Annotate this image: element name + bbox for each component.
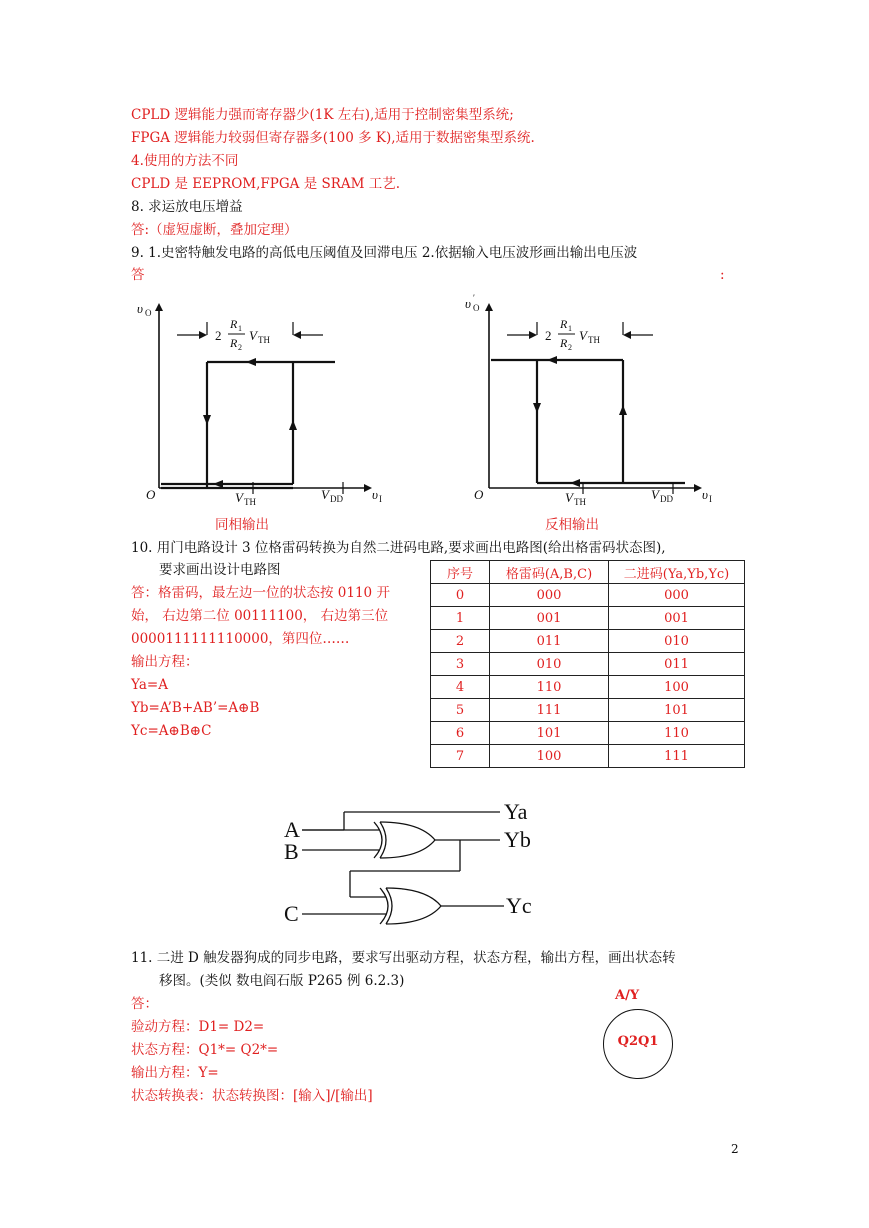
- cell-gray: 011: [490, 630, 609, 653]
- output-ya-label: Ya: [504, 799, 528, 824]
- left-y-axis-label: υ: [137, 301, 143, 316]
- drive-equation: 验动方程：D1= D2=: [131, 1019, 265, 1035]
- equation-yb: Yb=A’B+AB’=A⊕B: [131, 700, 260, 716]
- left-width-vth: V: [249, 328, 257, 343]
- question-11-cont: 移图。(类似 数电阎石版 P265 例 6.2.3): [159, 973, 405, 989]
- header-index: 序号: [431, 561, 490, 584]
- left-x-axis-label: υ: [372, 487, 378, 502]
- right-width-vth-sub: TH: [588, 335, 600, 345]
- left-r1: R: [230, 317, 238, 331]
- left-origin-label: O: [146, 487, 156, 502]
- right-vdd-label: V: [651, 487, 659, 502]
- table-row: [431, 722, 745, 745]
- output-equation: 输出方程：Y=: [131, 1065, 219, 1081]
- left-vth-label: V: [235, 490, 243, 505]
- answer-10-line: 答：格雷码，最左边一位的状态按 0110 开: [131, 585, 390, 601]
- left-r2-sub: 2: [238, 343, 242, 352]
- xor-gate-2: [380, 888, 441, 924]
- cell-binary: 100: [609, 676, 745, 699]
- state-name: Q2Q1: [617, 1034, 659, 1049]
- cell-index: 1: [431, 607, 490, 630]
- hysteresis-figures: [125, 285, 745, 510]
- right-y-axis-prime: ′: [473, 293, 475, 303]
- cell-binary: 110: [609, 722, 745, 745]
- noninverting-hysteresis-plot: [159, 305, 370, 494]
- state-equation: 状态方程：Q1*= Q2*=: [131, 1042, 279, 1058]
- input-a-label: A: [284, 817, 300, 842]
- cell-index: 0: [431, 584, 490, 607]
- cell-index: 7: [431, 745, 490, 768]
- header-gray: 格雷码(A,B,C): [490, 561, 609, 584]
- left-vdd-sub: DD: [330, 494, 343, 504]
- text-line: 4.使用的方法不同: [131, 153, 239, 169]
- answer-9: 答: [131, 267, 145, 283]
- answer-10-line: 输出方程：: [131, 654, 199, 670]
- answer-10-line: 0000111111110000，第四位……: [131, 631, 350, 647]
- cell-index: 6: [431, 722, 490, 745]
- question-10: 10. 用门电路设计 3 位格雷码转换为自然二进码电路,要求画出电路图(给出格雷码状态图),: [131, 540, 666, 556]
- answer-11-line: 答：: [131, 996, 158, 1012]
- left-x-axis-sub: I: [379, 494, 382, 504]
- table-row: [431, 745, 745, 768]
- text-line: FPGA 逻辑能力较弱但寄存器多(100 多 K),适用于数据密集型系统.: [131, 130, 535, 146]
- right-vth-sub: TH: [574, 497, 586, 507]
- right-y-axis-label: υ: [465, 296, 471, 311]
- cell-binary: 101: [609, 699, 745, 722]
- state-table-label: 状态转换表：状态转换图：[输入]/[输出]: [131, 1088, 373, 1104]
- xor-circuit-diagram: [280, 795, 550, 930]
- inverting-hysteresis-plot: [489, 305, 700, 494]
- cell-gray: 110: [490, 676, 609, 699]
- right-width-vth: V: [579, 328, 587, 343]
- state-transition-label: A/Y: [615, 988, 640, 1003]
- answer-8: 答:（虚短虚断，叠加定理）: [131, 222, 298, 238]
- cell-binary: 000: [609, 584, 745, 607]
- question-10-cont: 要求画出设计电路图: [159, 562, 281, 578]
- input-b-label: B: [284, 839, 299, 864]
- cell-index: 5: [431, 699, 490, 722]
- state-circle: [603, 1009, 673, 1079]
- xor-gate-1: [374, 822, 435, 858]
- right-r1-sub: 1: [568, 324, 572, 333]
- right-x-axis-label: υ: [702, 487, 708, 502]
- right-vdd-sub: DD: [660, 494, 673, 504]
- table-row: [431, 630, 745, 653]
- input-c-label: C: [284, 901, 299, 926]
- table-row: [431, 699, 745, 722]
- table-row: [431, 653, 745, 676]
- answer-9-end: :: [720, 267, 725, 283]
- cell-gray: 001: [490, 607, 609, 630]
- output-yb-label: Yb: [504, 827, 531, 852]
- left-vdd-label: V: [321, 487, 329, 502]
- question-8: 8. 求运放电压增益: [131, 199, 243, 215]
- right-r1: R: [560, 317, 568, 331]
- right-x-axis-sub: I: [709, 494, 712, 504]
- cell-index: 2: [431, 630, 490, 653]
- answer-10-line: 始， 右边第二位 00111100， 右边第三位: [131, 608, 389, 624]
- equation-ya: Ya=A: [131, 677, 168, 693]
- cell-gray: 111: [490, 699, 609, 722]
- left-width-vth-sub: TH: [258, 335, 270, 345]
- cell-gray: 000: [490, 584, 609, 607]
- left-figure-caption: 同相输出: [215, 517, 269, 533]
- cell-index: 4: [431, 676, 490, 699]
- right-figure-caption: 反相输出: [545, 517, 599, 533]
- left-y-axis-sub: O: [145, 308, 152, 318]
- left-width-two: 2: [215, 328, 222, 343]
- right-y-axis-sub: O: [473, 303, 480, 313]
- gray-code-table: [430, 560, 745, 768]
- right-r2-sub: 2: [568, 343, 572, 352]
- header-binary: 二进码(Ya,Yb,Yc): [609, 561, 745, 584]
- left-r1-sub: 1: [238, 324, 242, 333]
- page-number: 2: [731, 1142, 739, 1156]
- cell-binary: 010: [609, 630, 745, 653]
- cell-binary: 111: [609, 745, 745, 768]
- cell-binary: 001: [609, 607, 745, 630]
- equation-yc: Yc=A⊕B⊕C: [131, 723, 212, 739]
- left-vth-sub: TH: [244, 497, 256, 507]
- right-origin-label: O: [474, 487, 484, 502]
- question-11: 11. 二进 D 触发器狗成的同步电路，要求写出驱动方程，状态方程，输出方程，画出状态转: [131, 950, 676, 966]
- text-line: CPLD 是 EEPROM,FPGA 是 SRAM 工艺.: [131, 176, 401, 192]
- output-yc-label: Yc: [506, 893, 532, 918]
- left-r2: R: [230, 336, 238, 350]
- cell-binary: 011: [609, 653, 745, 676]
- table-row: [431, 607, 745, 630]
- question-9: 9. 1.史密特触发电路的高低电压阈值及回滞电压 2.依据输入电压波形画出输出电压波: [131, 245, 638, 261]
- right-width-two: 2: [545, 328, 552, 343]
- table-row: [431, 584, 745, 607]
- table-header-row: [431, 561, 745, 584]
- table-row: [431, 676, 745, 699]
- cell-gray: 101: [490, 722, 609, 745]
- right-vth-label: V: [565, 490, 573, 505]
- cell-index: 3: [431, 653, 490, 676]
- cell-gray: 010: [490, 653, 609, 676]
- right-r2: R: [560, 336, 568, 350]
- cell-gray: 100: [490, 745, 609, 768]
- text-line: CPLD 逻辑能力强而寄存器少(1K 左右),适用于控制密集型系统;: [131, 107, 514, 123]
